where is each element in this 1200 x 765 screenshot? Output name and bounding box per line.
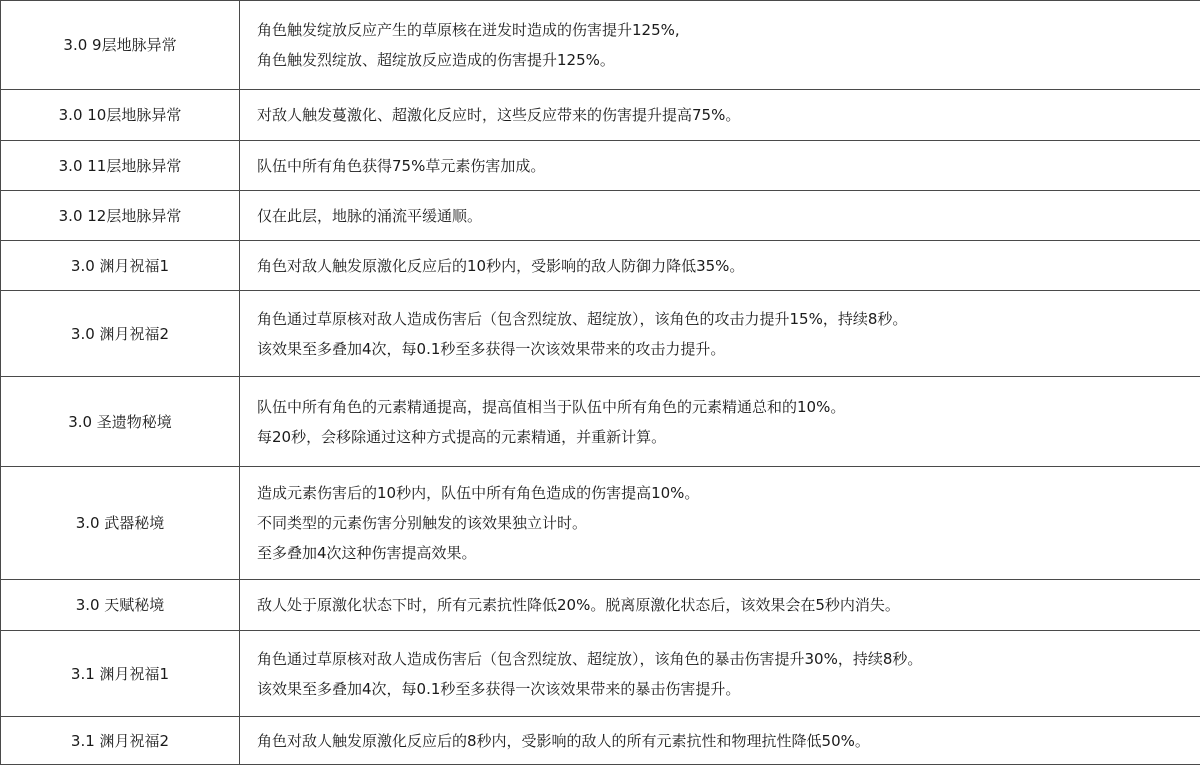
description-line: 角色对敌人触发原激化反应后的8秒内，受影响的敌人的所有元素抗性和物理抗性降低50%。	[257, 726, 1192, 756]
buff-name-cell: 3.0 渊月祝福2	[1, 291, 240, 377]
buff-description-cell	[240, 467, 1200, 580]
buff-name-cell: 3.0 武器秘境	[1, 467, 240, 580]
table-row	[1, 467, 1200, 580]
description-line: 队伍中所有角色获得75%草元素伤害加成。	[257, 151, 1192, 181]
table-row	[1, 717, 1200, 765]
table-row	[1, 241, 1200, 291]
buff-name-cell: 3.0 渊月祝福1	[1, 241, 240, 291]
table-row	[1, 580, 1200, 631]
description-line: 队伍中所有角色的元素精通提高，提高值相当于队伍中所有角色的元素精通总和的10%。	[257, 392, 1192, 422]
buff-description-cell	[240, 377, 1200, 467]
buff-description-cell	[240, 191, 1200, 241]
buff-description-cell	[240, 1, 1200, 90]
description-line: 仅在此层，地脉的涌流平缓通顺。	[257, 201, 1192, 231]
table-body	[1, 1, 1200, 765]
description-line: 角色通过草原核对敌人造成伤害后（包含烈绽放、超绽放），该角色的攻击力提升15%，持续8秒。	[257, 304, 1192, 334]
buff-description-cell	[240, 141, 1200, 191]
description-line: 不同类型的元素伤害分别触发的该效果独立计时。	[257, 508, 1192, 538]
buff-description-cell	[240, 241, 1200, 291]
description-line: 至多叠加4次这种伤害提高效果。	[257, 538, 1192, 568]
description-line: 该效果至多叠加4次，每0.1秒至多获得一次该效果带来的暴击伤害提升。	[257, 674, 1192, 704]
buff-description-cell	[240, 580, 1200, 631]
buff-name-cell: 3.0 12层地脉异常	[1, 191, 240, 241]
table-row	[1, 191, 1200, 241]
buff-name-cell: 3.0 天赋秘境	[1, 580, 240, 631]
table-row	[1, 291, 1200, 377]
table-row	[1, 90, 1200, 141]
description-line: 每20秒，会移除通过这种方式提高的元素精通，并重新计算。	[257, 422, 1192, 452]
description-line: 对敌人触发蔓激化、超激化反应时，这些反应带来的伤害提升提高75%。	[257, 100, 1192, 130]
buff-name-cell: 3.0 10层地脉异常	[1, 90, 240, 141]
buff-name-cell: 3.0 圣遗物秘境	[1, 377, 240, 467]
buff-description-cell	[240, 631, 1200, 717]
buff-name-cell: 3.1 渊月祝福2	[1, 717, 240, 765]
table-row	[1, 1, 1200, 90]
table-row	[1, 631, 1200, 717]
table-row	[1, 377, 1200, 467]
buff-name-cell: 3.0 9层地脉异常	[1, 1, 240, 90]
buff-description-cell	[240, 717, 1200, 765]
buff-description-cell	[240, 291, 1200, 377]
description-line: 造成元素伤害后的10秒内，队伍中所有角色造成的伤害提高10%。	[257, 478, 1192, 508]
buff-name-cell: 3.0 11层地脉异常	[1, 141, 240, 191]
description-line: 角色对敌人触发原激化反应后的10秒内，受影响的敌人防御力降低35%。	[257, 251, 1192, 281]
table-row	[1, 141, 1200, 191]
description-line: 角色触发烈绽放、超绽放反应造成的伤害提升125%。	[257, 45, 1192, 75]
description-line: 角色触发绽放反应产生的草原核在迸发时造成的伤害提升125%,	[257, 15, 1192, 45]
buff-name-cell: 3.1 渊月祝福1	[1, 631, 240, 717]
buff-description-cell	[240, 90, 1200, 141]
description-line: 敌人处于原激化状态下时，所有元素抗性降低20%。脱离原激化状态后，该效果会在5秒内消失。	[257, 590, 1192, 620]
description-line: 角色通过草原核对敌人造成伤害后（包含烈绽放、超绽放），该角色的暴击伤害提升30%，持续8秒。	[257, 644, 1192, 674]
description-line: 该效果至多叠加4次，每0.1秒至多获得一次该效果带来的攻击力提升。	[257, 334, 1192, 364]
